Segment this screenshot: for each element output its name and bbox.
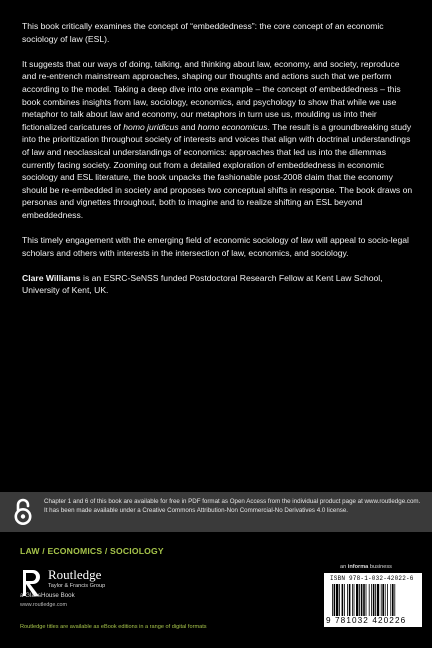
blurb-p2-part-b: and [178,121,198,132]
isbn-barcode [324,573,422,627]
publisher-group: Taylor & Francis Group [48,583,106,589]
ean-digits: 9 781032 420226 [326,616,407,625]
ebook-availability-note: Routledge titles are available as eBook editions in a range of digital formats [20,624,207,630]
informa-tagline [340,564,392,570]
author-bio [22,272,414,297]
publisher-url: www.routledge.com [20,602,68,608]
homo-economicus-term: homo economicus [197,121,268,132]
blurb-paragraph-1: This book critically examines the concept of “embeddedness”: the core concept of an economic sociology of law (ESL). [22,21,384,44]
back-cover-blurb [22,20,414,310]
author-bio-text: is an ESRC-SeNSS funded Postdoctoral Research Fellow at Kent Law School, University of Kent, UK. [22,272,383,296]
barcode-bars [332,584,416,616]
subject-category: LAW / ECONOMICS / SOCIOLOGY [20,546,164,556]
informa-brand: informa [347,564,369,570]
informa-suffix: business [368,564,392,570]
isbn-label: ISBN 978-1-032-42022-6 [330,575,414,582]
blurb-paragraph-3: This timely engagement with the emerging field of economic sociology of law will appeal to socio-legal scholars and others with interests in the intersection of law, economics, and sociology. [22,235,409,258]
publisher-imprint: a GlassHouse Book [20,592,75,599]
open-access-notice: Chapter 1 and 6 of this book are available for free in PDF format as Open Access from the individual product page at www.routledge.com. It has been made available under a Creative Commons Attribution-Non Commercial-No Derivatives 4.0 license. [44,498,421,514]
publisher-block [20,566,160,610]
homo-juridicus-term: homo juridicus [123,121,179,132]
blurb-p2-part-c: . The result is a groundbreaking study into the prioritization throughout society of interests and voices that align with doctrinal understandings of law and neoclassical understandings of economics: approaches that led us into the dilemmas currently facing society. Zooming out from a detailed exploration of embeddedness in economic sociology and ESL literature, the book unpacks the fashionable post-2008 claim that the economy should be re-embedded in society and proposes two conceptual shifts in response. The book draws on personas and vignettes throughout, both to imagine and to realize shifting an ESL beyond embeddedness. [22,121,413,220]
publisher-name: Routledge [48,567,102,582]
blurb-p2-part-a: It suggests that our ways of doing, talking, and thinking about law, economy, and society, reproduce and re-entrench mainstream approaches, shaping our thoughts and actions such that we perform according to the model. Taking a deep dive into one example – the concept of embeddedness – this book combines insights from law, sociology, economics, and psychology to show that while we use metaphor to talk about law and economy, our metaphors in turn use us, moulding us into their fictionalized caricatures of [22,58,401,132]
informa-prefix: an [340,564,348,570]
open-access-lock-icon [12,498,34,526]
open-access-band [0,492,432,532]
author-name: Clare Williams [22,272,81,283]
blurb-paragraph-2 [22,58,414,222]
